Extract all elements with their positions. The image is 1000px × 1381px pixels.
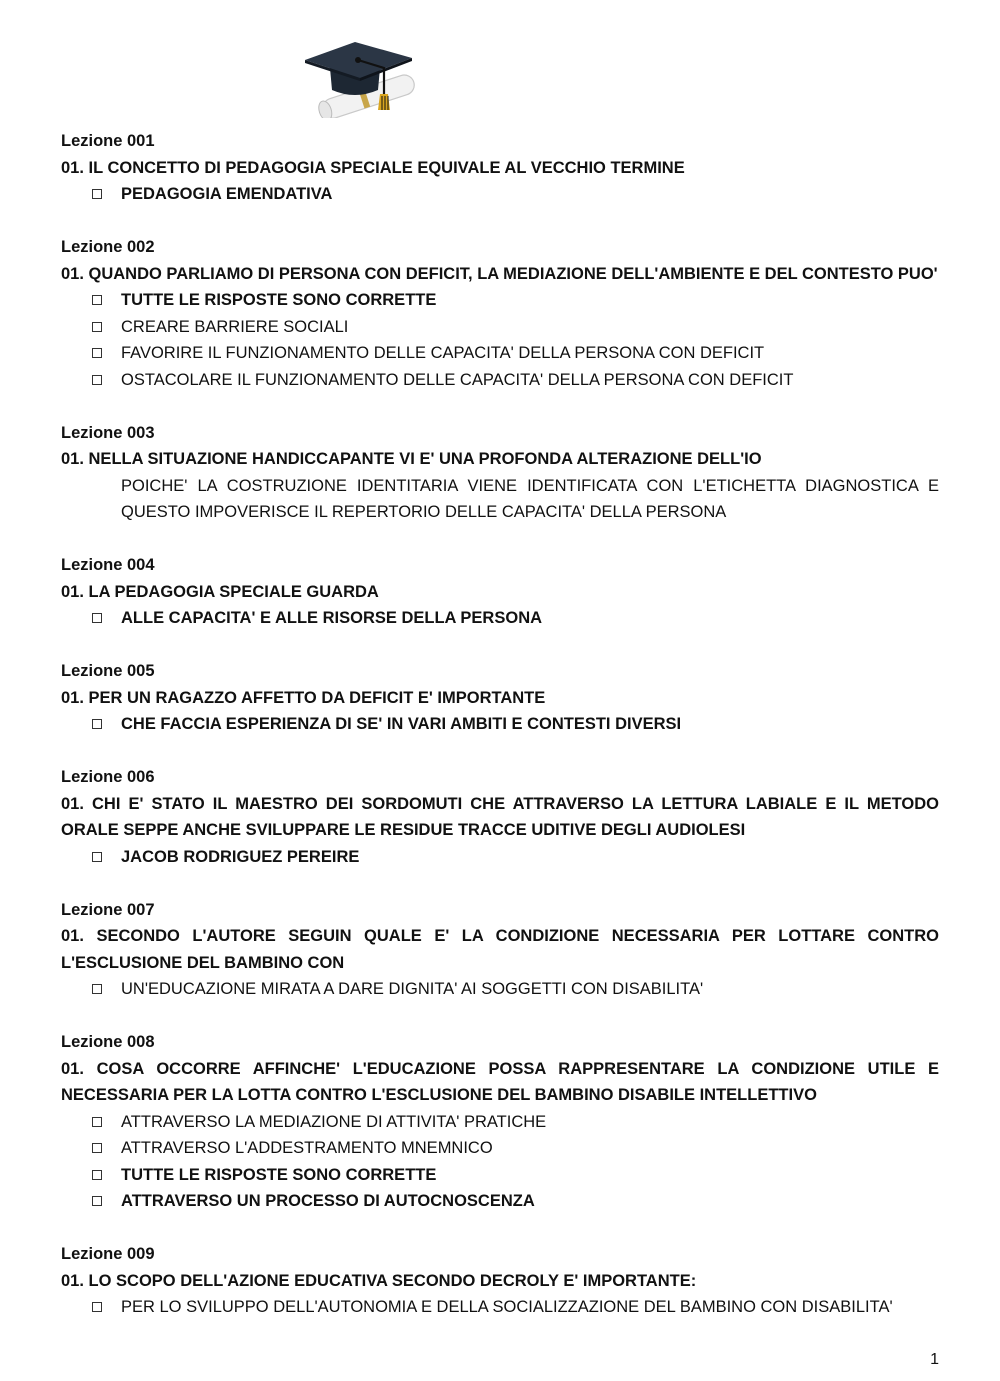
question-text: 01. CHI E' STATO IL MAESTRO DEI SORDOMUTI CHE ATTRAVERSO LA LETTURA LABIALE E IL METODO ORALE SEPPE ANCHE SVILUPPARE LE RESIDUE TRACCE UDITIVE DEGLI AUDIOLESI [61,794,939,839]
lesson-title: Lezione 002 [61,238,155,256]
checkbox-icon[interactable] [92,1170,102,1180]
answer-text: PEDAGOGIA EMENDATIVA [121,185,333,203]
answer-text: JACOB RODRIGUEZ PEREIRE [121,847,360,866]
lesson-block [61,552,939,632]
lesson-block [61,128,939,208]
answer-text: ALLE CAPACITA' E ALLE RISORSE DELLA PERSONA [121,609,543,627]
answer-text: CREARE BARRIERE SOCIALI [121,317,349,336]
checkbox-icon[interactable] [92,719,102,729]
answer-list [61,844,939,871]
answer-option[interactable] [61,367,939,394]
answer-text: TUTTE LE RISPOSTE SONO CORRETTE [121,291,437,309]
answer-text: ATTRAVERSO LA MEDIAZIONE DI ATTIVITA' PRATICHE [121,1112,547,1131]
answer-text: CHE FACCIA ESPERIENZA DI SE' IN VARI AMBITI E CONTESTI DIVERSI [121,715,682,733]
answer-option [61,473,939,526]
checkbox-icon[interactable] [92,348,102,358]
answer-text: POICHE' LA COSTRUZIONE IDENTITARIA VIENE IDENTIFICATA CON L'ETICHETTA DIAGNOSTICA E QUESTO IMPOVERISCE IL REPERTORIO DELLE CAPACITA' DELLA PERSONA [121,476,939,521]
checkbox-icon[interactable] [92,189,102,199]
lesson-block [61,764,939,870]
answer-option[interactable] [61,976,939,1003]
lesson-block [61,234,939,393]
answer-option-correct[interactable] [61,605,939,632]
lesson-block [61,1241,939,1321]
question-text: 01. COSA OCCORRE AFFINCHE' L'EDUCAZIONE POSSA RAPPRESENTARE LA CONDIZIONE UTILE E NECESSARIA PER LA LOTTA CONTRO L'ESCLUSIONE DEL BAMBINO DISABILE INTELLETTIVO [61,1059,939,1104]
question-text: 01. SECONDO L'AUTORE SEGUIN QUALE E' LA CONDIZIONE NECESSARIA PER LOTTARE CONTRO L'ESCLUSIONE DEL BAMBINO CON [61,927,939,972]
lesson-title: Lezione 009 [61,1245,155,1263]
answer-list [61,473,939,526]
answer-option[interactable] [61,1135,939,1162]
checkbox-icon[interactable] [92,1302,102,1312]
answer-text: OSTACOLARE IL FUNZIONAMENTO DELLE CAPACITA' DELLA PERSONA CON DEFICIT [121,370,794,389]
lesson-block [61,897,939,1003]
graduation-cap-logo [300,38,420,118]
answer-option-correct[interactable] [61,287,939,314]
lesson-title: Lezione 005 [61,662,155,680]
answer-option[interactable] [61,1294,939,1321]
answer-list [61,181,939,208]
answer-text: PER LO SVILUPPO DELL'AUTONOMIA E DELLA SOCIALIZZAZIONE DEL BAMBINO CON DISABILITA' [121,1298,893,1316]
checkbox-icon[interactable] [92,322,102,332]
lesson-title: Lezione 006 [61,768,155,786]
question-text: 01. LO SCOPO DELL'AZIONE EDUCATIVA SECONDO DECROLY E' IMPORTANTE: [61,1271,697,1290]
checkbox-icon[interactable] [92,295,102,305]
lesson-title: Lezione 007 [61,900,155,919]
answer-text: ATTRAVERSO UN PROCESSO DI AUTOCNOSCENZA [121,1192,535,1210]
lesson-block [61,420,939,526]
answer-option-correct[interactable] [61,1162,939,1189]
question-text: 01. PER UN RAGAZZO AFFETTO DA DEFICIT E' IMPORTANTE [61,688,546,707]
page-number: 1 [930,1351,939,1368]
checkbox-icon[interactable] [92,613,102,623]
checkbox-icon[interactable] [92,1143,102,1153]
answer-list [61,1109,939,1215]
answer-option-correct[interactable] [61,711,939,738]
lesson-block [61,1029,939,1215]
lesson-title: Lezione 001 [61,132,155,150]
lesson-block [61,658,939,738]
answer-list [61,605,939,632]
answer-list [61,287,939,393]
checkbox-icon[interactable] [92,375,102,385]
lesson-title: Lezione 003 [61,423,155,442]
answer-text: FAVORIRE IL FUNZIONAMENTO DELLE CAPACITA' DELLA PERSONA CON DEFICIT [121,344,765,362]
checkbox-icon[interactable] [92,1117,102,1127]
answer-option-correct[interactable] [61,844,939,871]
answer-text: UN'EDUCAZIONE MIRATA A DARE DIGNITA' AI SOGGETTI CON DISABILITA' [121,980,704,998]
answer-option[interactable] [61,314,939,341]
answer-list [61,976,939,1003]
answer-option[interactable] [61,340,939,367]
question-text: 01. LA PEDAGOGIA SPECIALE GUARDA [61,582,379,601]
question-text: 01. IL CONCETTO DI PEDAGOGIA SPECIALE EQUIVALE AL VECCHIO TERMINE [61,158,685,177]
checkbox-icon[interactable] [92,984,102,994]
answer-text: TUTTE LE RISPOSTE SONO CORRETTE [121,1165,437,1184]
lesson-title: Lezione 008 [61,1033,155,1051]
answer-text: ATTRAVERSO L'ADDESTRAMENTO MNEMNICO [121,1139,493,1157]
lessons-list [61,128,939,1347]
answer-option-correct[interactable] [61,1188,939,1215]
answer-list [61,1294,939,1321]
lesson-title: Lezione 004 [61,556,155,574]
answer-list [61,711,939,738]
answer-option-correct[interactable] [61,181,939,208]
checkbox-icon[interactable] [92,1196,102,1206]
checkbox-icon[interactable] [92,852,102,862]
graduation-cap-icon [300,38,420,118]
answer-option[interactable] [61,1109,939,1136]
question-text: 01. QUANDO PARLIAMO DI PERSONA CON DEFICIT, LA MEDIAZIONE DELL'AMBIENTE E DEL CONTESTO PUO' [61,264,938,283]
question-text: 01. NELLA SITUAZIONE HANDICCAPANTE VI E' UNA PROFONDA ALTERAZIONE DELL'IO [61,450,762,468]
